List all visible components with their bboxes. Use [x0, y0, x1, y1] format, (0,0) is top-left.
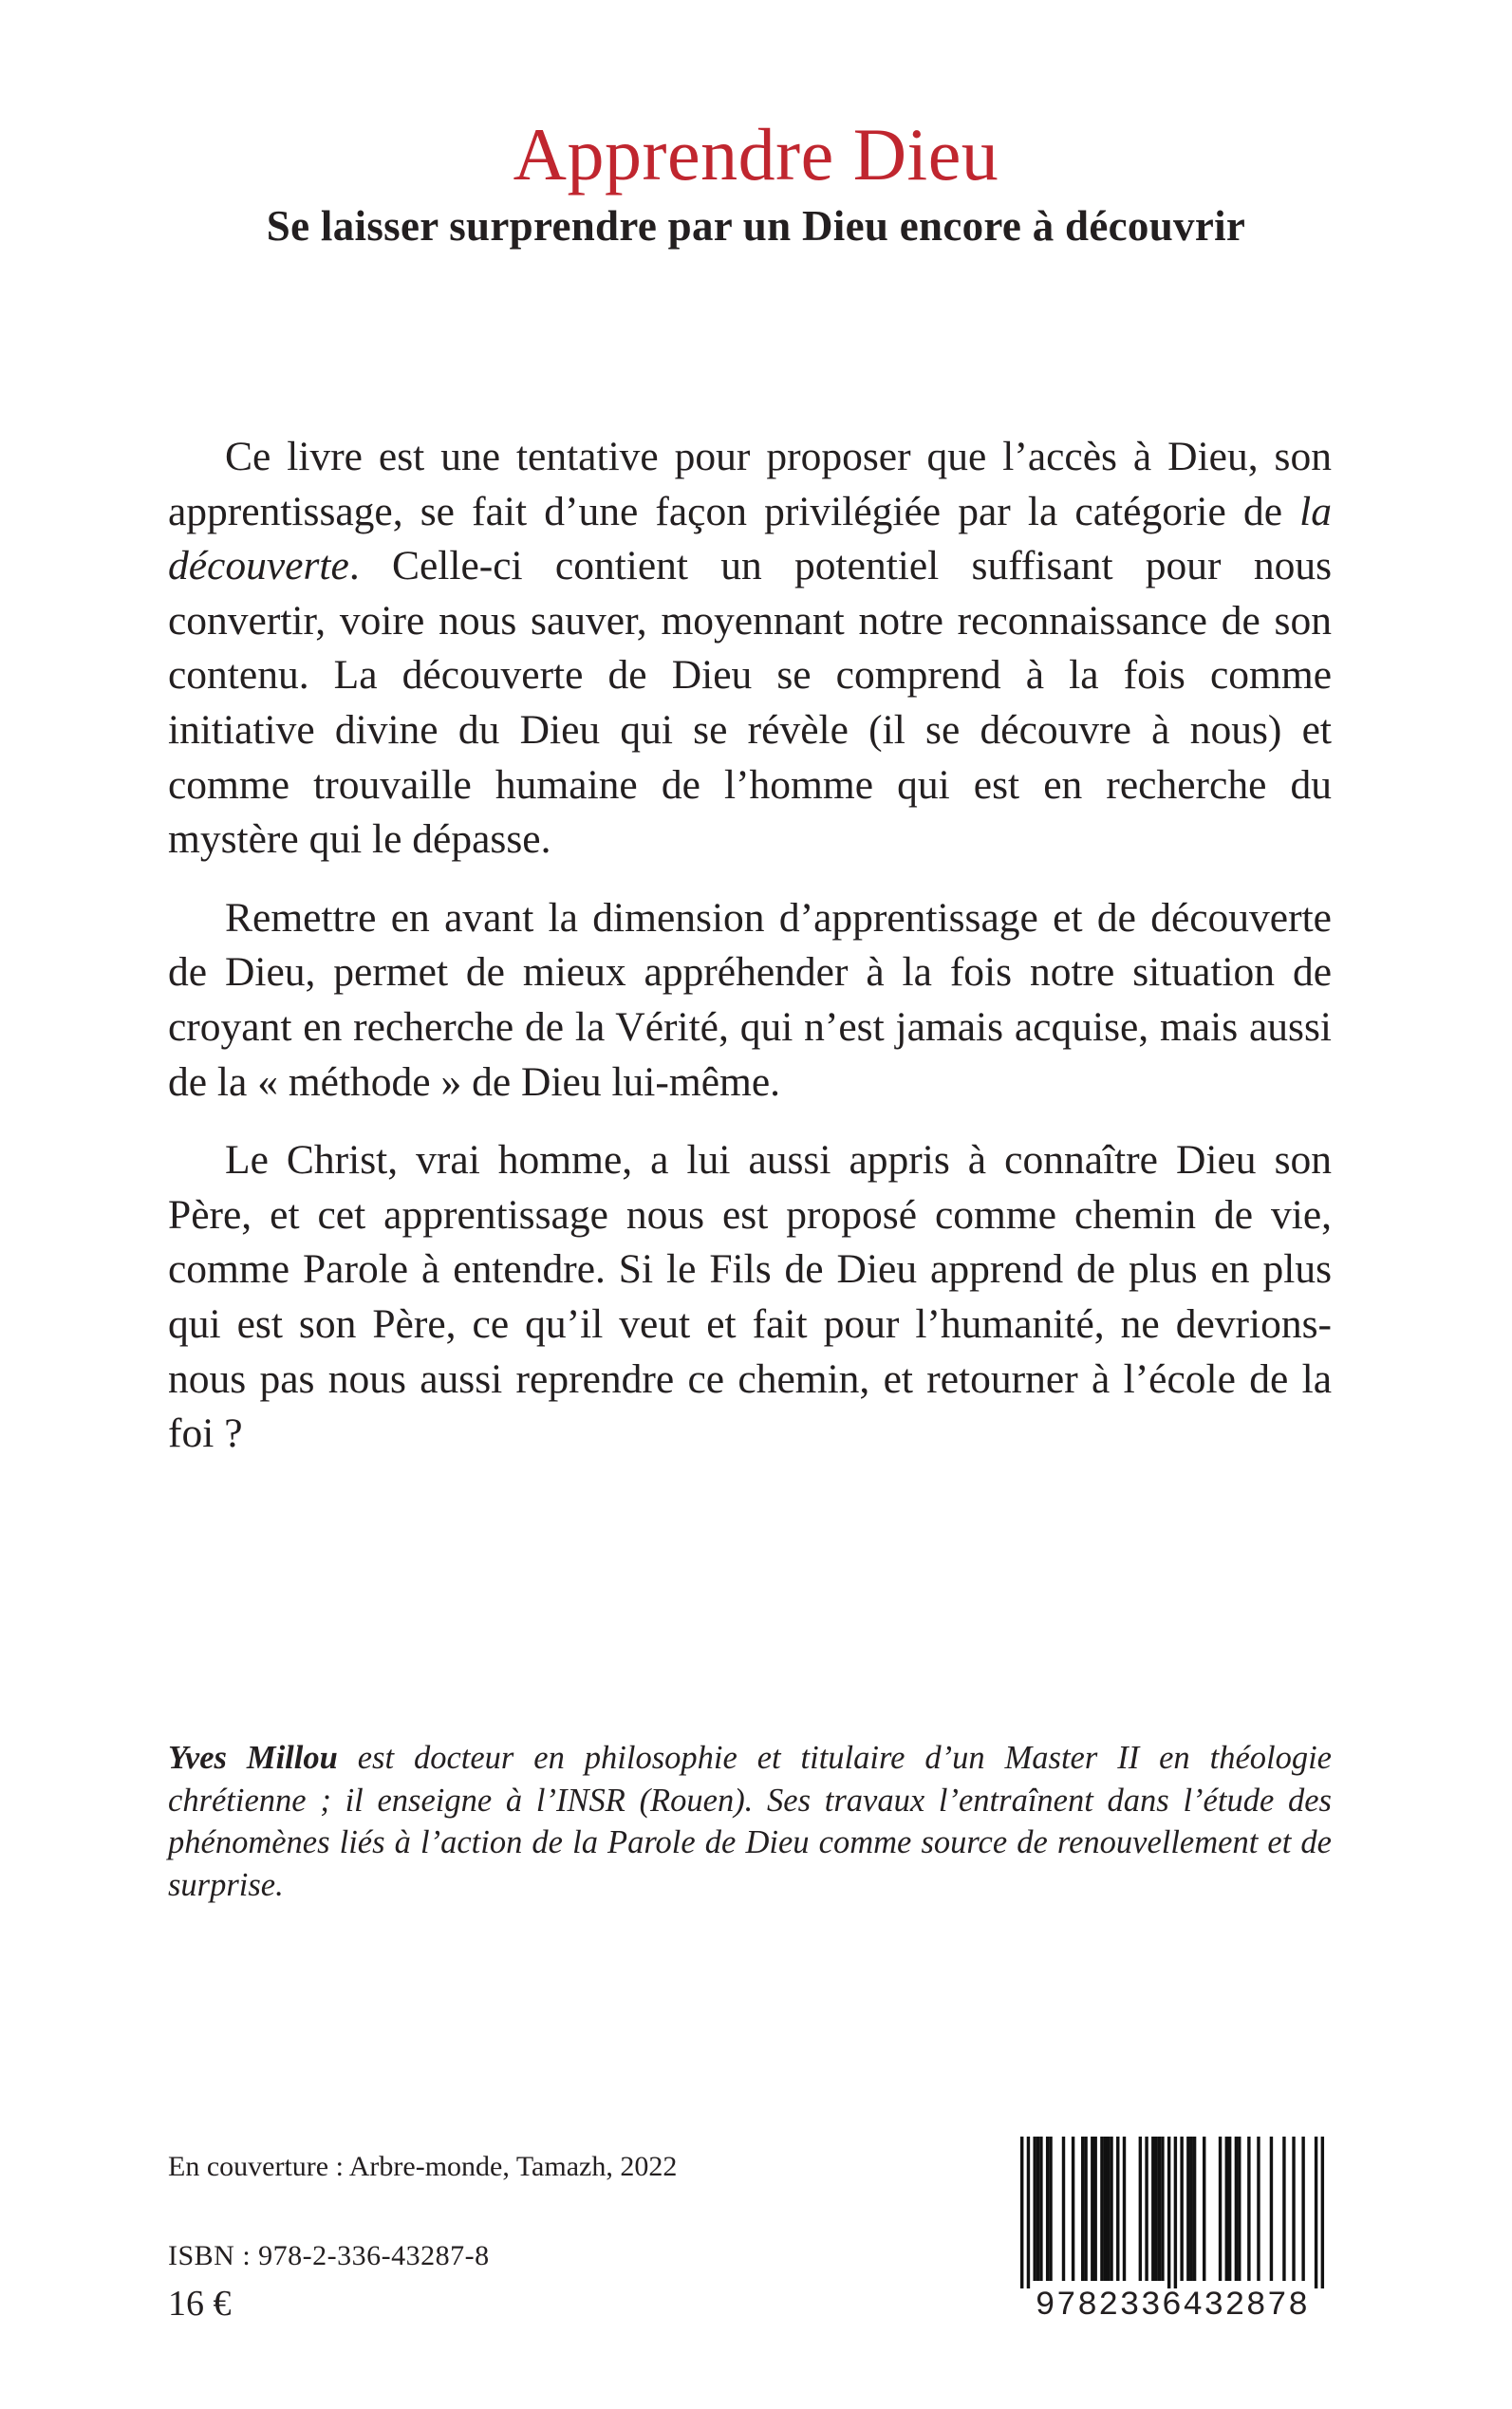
blurb-p1-end: . Celle-ci contient un potentiel suffisant pour nous convertir, voire nous sauver, moyennant notre reconnaissance de son contenu. La découverte de Dieu se comprend à la fois comme initiative divine du Dieu qui se révèle (il se découvre à nous) et comme trouvaille humaine de l’homme qui est en recherche du mystère qui le dépasse.	[168, 543, 1332, 863]
barcode-bar	[1235, 2137, 1238, 2281]
barcode-bar	[1093, 2137, 1096, 2281]
barcode-bar	[1203, 2137, 1205, 2281]
barcode-bar	[1110, 2137, 1112, 2281]
barcode-bar	[1301, 2137, 1304, 2281]
barcode-bar	[1036, 2137, 1039, 2281]
barcode-bar	[1072, 2137, 1074, 2281]
author-bio	[168, 1737, 1332, 1906]
barcode-bar	[1139, 2137, 1142, 2281]
barcode-bar	[1270, 2137, 1273, 2281]
barcode-bar	[1091, 2137, 1093, 2281]
blurb-p1-emphasis: la découverte	[168, 488, 1332, 589]
barcode-bar	[1049, 2137, 1052, 2281]
barcode-bar	[1084, 2137, 1087, 2281]
barcode-bar	[1081, 2137, 1084, 2281]
book-title: Apprendre Dieu	[513, 113, 999, 196]
author-name: Yves Millou	[168, 1740, 338, 1776]
barcode-bar	[1282, 2137, 1285, 2281]
book-subtitle: Se laisser surprendre par un Dieu encore à découvrir	[266, 202, 1246, 250]
author-bio-text: est docteur en philosophie et titulaire d’un Master II en théologie chrétienne ; il enseigne à l’INSR (Rouen). Ses travaux l’entraînent dans l’étude des phénomènes liés à l’action de la Parole de Dieu comme source de renouvellement et de surprise.	[168, 1740, 1332, 1903]
barcode-bar	[1151, 2137, 1154, 2281]
barcode-bar	[1167, 2137, 1170, 2288]
barcode-bar	[1154, 2137, 1157, 2281]
barcode-bar	[1123, 2137, 1126, 2281]
barcode-bar	[1116, 2137, 1119, 2281]
back-cover-blurb	[168, 430, 1332, 1485]
blurb-paragraph-3: Le Christ, vrai homme, a lui aussi appris à connaître Dieu son Père, et cet apprentissage nous est proposé comme chemin de vie, comme Parole à entendre. Si le Fils de Dieu apprend de plus en plus qui est son Père, ce qu’il veut et fait pour l’humanité, ne devrions-nous pas nous aussi reprendre ce chemin, et retourner à l’école de la foi ?	[168, 1137, 1332, 1457]
blurb-paragraph-2: Remettre en avant la dimension d’apprentissage et de découverte de Dieu, permet de mieux appréhender à la fois notre situation de croyant en recherche de la Vérité, qui n’est jamais acquise, mais aussi de la « méthode » de Dieu lui-même.	[168, 894, 1332, 1105]
barcode-bar	[1186, 2137, 1189, 2281]
barcode-bar	[1107, 2137, 1110, 2281]
barcode-bars	[1016, 2137, 1329, 2288]
barcode-bar	[1027, 2137, 1030, 2288]
barcode-bar	[1104, 2137, 1107, 2281]
barcode-bar	[1315, 2137, 1317, 2288]
barcode-digits: 9782336432878	[1035, 2287, 1310, 2325]
barcode-bar	[1257, 2137, 1260, 2281]
barcode-bar	[1020, 2137, 1023, 2288]
barcode-bar	[1321, 2137, 1324, 2288]
isbn: ISBN : 978-2-336-43287-8	[168, 2240, 490, 2271]
barcode-bar	[1193, 2137, 1196, 2281]
barcode-bar	[1145, 2137, 1148, 2281]
barcode-bar	[1161, 2137, 1164, 2281]
barcode-bar	[1247, 2137, 1250, 2281]
barcode-bar	[1225, 2137, 1228, 2281]
barcode-bar	[1046, 2137, 1049, 2281]
barcode-bar	[1292, 2137, 1295, 2281]
barcode-bar	[1039, 2137, 1042, 2281]
barcode-bar	[1180, 2137, 1183, 2281]
blurb-paragraph-1	[168, 430, 1332, 868]
isbn-barcode	[1016, 2137, 1329, 2326]
barcode-bar	[1033, 2137, 1036, 2281]
barcode-bar	[1062, 2137, 1065, 2281]
barcode-bar	[1174, 2137, 1177, 2288]
barcode-bar	[1238, 2137, 1241, 2281]
blurb-p1-start: Ce livre est une tentative pour proposer que l’accès à Dieu, son apprentissage, se fait d’une façon privilégiée par la catégorie de	[168, 434, 1332, 534]
cover-credit: En couverture : Arbre-monde, Tamazh, 2022	[168, 2151, 678, 2182]
barcode-bar	[1158, 2137, 1161, 2281]
barcode-bar	[1100, 2137, 1103, 2281]
barcode-bar	[1219, 2137, 1222, 2281]
barcode-bar	[1228, 2137, 1231, 2281]
barcode-bar	[1190, 2137, 1193, 2281]
price: 16 €	[168, 2284, 232, 2324]
